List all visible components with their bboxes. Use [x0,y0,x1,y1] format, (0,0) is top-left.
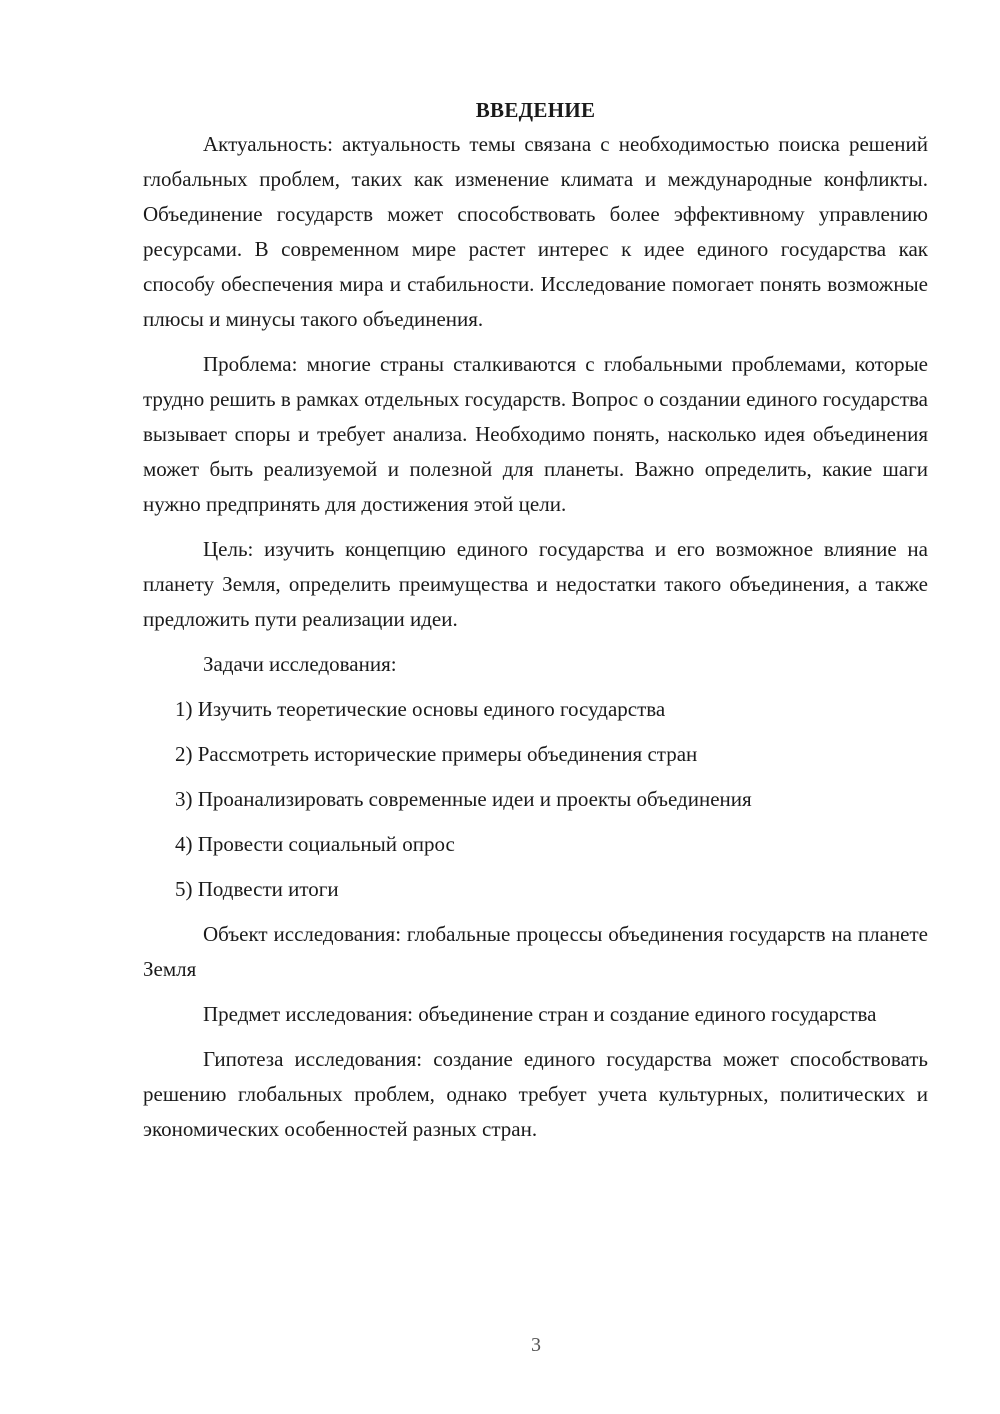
paragraph-goal: Цель: изучить концепцию единого государства и его возможное влияние на планету Земля, определить преимущества и недостатки такого объединения, а также предложить пути реализации идеи. [143,537,928,631]
paragraph-relevance: Актуальность: актуальность темы связана с необходимостью поиска решений глобальных проблем, таких как изменение климата и международные конфликты. Объединение государств может способствовать более эффективному управлению ресурсами. В современном мире растет интерес к идее единого государства как способу обеспечения мира и стабильности. Исследование помогает понять возможные плюсы и минусы такого объединения. [143,132,928,331]
paragraph-hypothesis: Гипотеза исследования: создание единого государства может способствовать решению глобальных проблем, однако требует учета культурных, политических и экономических особенностей разных стран. [143,1047,928,1141]
paragraph-object: Объект исследования: глобальные процессы объединения государств на планете Земля [143,922,928,981]
tasks-title: Задачи исследования: [203,652,397,676]
task-item-1: 1) Изучить теоретические основы единого государства [175,697,666,721]
page-content [143,95,928,1157]
task-item-3: 3) Проанализировать современные идеи и проекты объединения [175,787,752,811]
paragraph-subject: Предмет исследования: объединение стран и создание единого государства [203,1002,877,1026]
page-number: 3 [531,1334,541,1356]
paragraph-problem: Проблема: многие страны сталкиваются с глобальными проблемами, которые трудно решить в рамках отдельных государств. Вопрос о создании единого государства вызывает споры и требует анализа. Необходимо понять, насколько идея объединения может быть реализуемой и полезной для планеты. Важно определить, какие шаги нужно предпринять для достижения этой цели. [143,352,928,516]
task-item-4: 4) Провести социальный опрос [175,832,455,856]
task-item-2: 2) Рассмотреть исторические примеры объединения стран [175,742,698,766]
section-heading: ВВЕДЕНИЕ [475,98,596,122]
task-item-5: 5) Подвести итоги [175,877,339,901]
